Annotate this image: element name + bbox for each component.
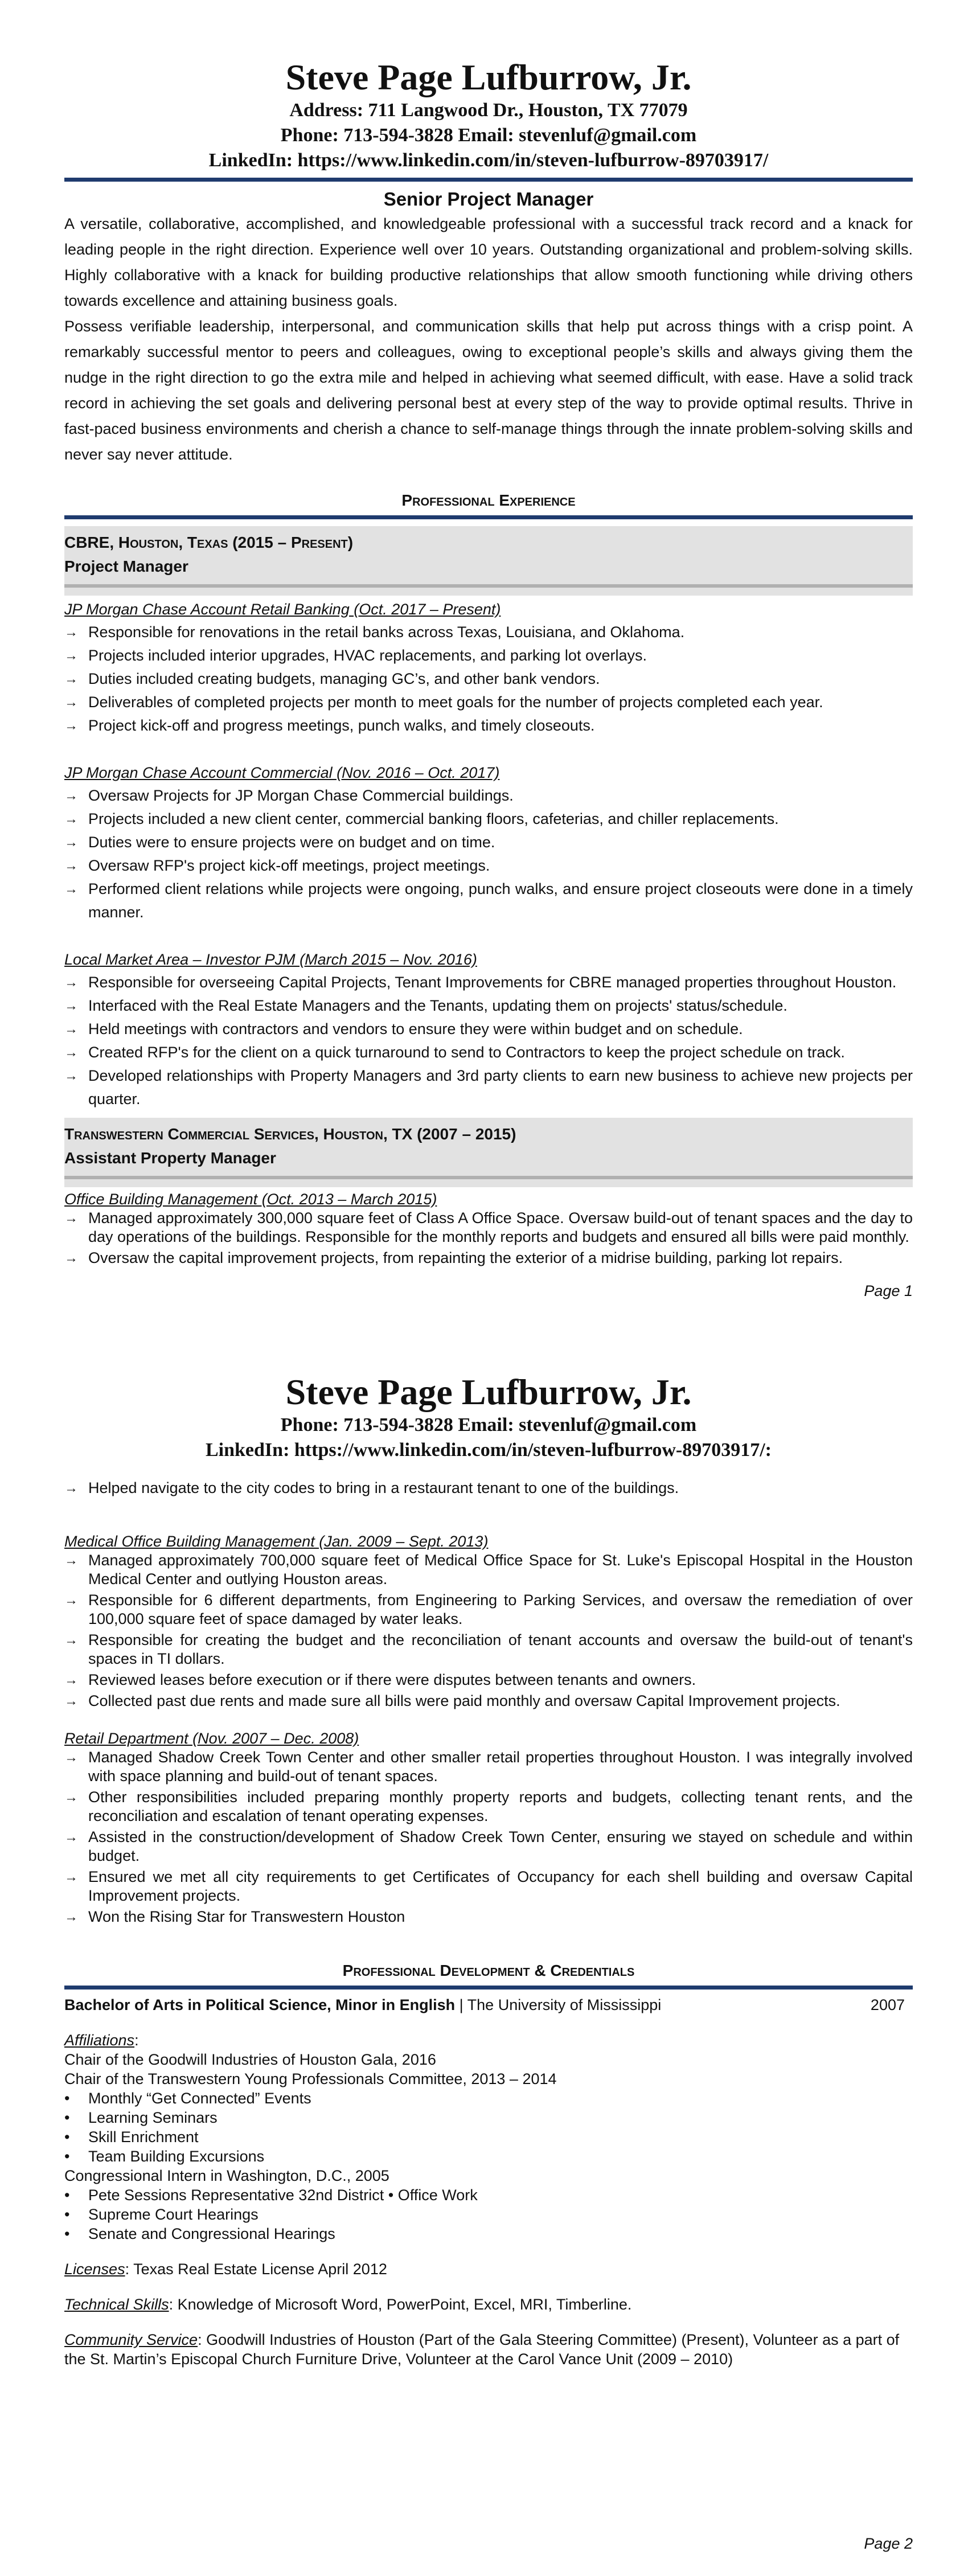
bullet-list [64,1748,913,1926]
page-number: Page 2 [864,2535,913,2552]
arrow-icon: → [64,1909,78,1925]
list-item: → Created RFP's for the client on a quick turnaround to send to Contractors to keep the project schedule on track. [64,1041,913,1064]
linkedin: LinkedIn: https://www.linkedin.com/in/steven-lufburrow-89703917/ [208,150,769,171]
list-item: • Senate and Congressional Hearings [64,2225,335,2242]
candidate-name: Steve Page Lufburrow, Jr. [285,57,692,97]
page-number: Page 1 [864,1282,913,1299]
arrow-icon: → [64,718,78,733]
arrow-icon: → [64,1250,78,1266]
list-item: → Managed approximately 700,000 square feet of Medical Office Space for St. Luke's Episcopal Hospital in the Houston Medical Center and outlying Houston areas. [64,1552,913,1588]
bullet-icon: • [64,2206,70,2223]
section-divider [64,515,913,519]
candidate-name: Steve Page Lufburrow, Jr. [285,1372,692,1412]
arrow-icon: → [64,671,78,687]
bullet-icon: • [64,2090,70,2107]
bullet-list [64,621,913,737]
job-title: Senior Project Manager [383,188,594,210]
list-item: → Oversaw the capital improvement projects, from repainting the exterior of a midrise building, parking lot repairs. [64,1249,843,1266]
licenses-label: Licenses [64,2261,125,2278]
header-divider [64,178,913,182]
list-item: → Won the Rising Star for Transwestern Houston [64,1908,405,1925]
sub-heading: JP Morgan Chase Account Retail Banking (Oct. 2017 – Present) [64,601,501,618]
bullet-list [64,2089,913,2166]
arrow-icon: → [64,788,78,803]
sub-section [64,1189,913,1270]
arrow-icon: → [64,1790,78,1805]
list-item: → Projects included a new client center, commercial banking floors, cafeterias, and chiller replacements. [64,807,913,831]
list-item: • Pete Sessions Representative 32nd District • Office Work [64,2187,478,2204]
affiliation-item: Chair of the Goodwill Industries of Houston Gala, 2016 [64,2051,436,2068]
community-service: Community Service: Goodwill Industries of Houston (Part of the Gala Steering Committee) (Present), Volunteer as a part of the St. Martin’s Episcopal Church Furniture Drive, Volunteer at the Carol Vance Unit (2009 – 2010) [64,2331,900,2368]
list-item: → Assisted in the construction/development of Shadow Creek Town Center, ensuring we stayed on schedule and within budget. [64,1828,913,1864]
phone-email: Phone: 713-594-3828 Email: stevenluf@gmail.com [280,125,697,146]
sub-heading: Office Building Management (Oct. 2013 – March 2015) [64,1191,437,1208]
list-item: → Responsible for 6 different departments, from Engineering to Parking Services, and oversaw the remediation of over 100,000 square feet of space damaged by water leaks. [64,1591,913,1627]
list-item: • Learning Seminars [64,2109,218,2126]
community-label: Community Service [64,2331,198,2348]
bullet-icon: • [64,2109,70,2126]
list-item: → Deliverables of completed projects per month to meet goals for the number of projects completed each year. [64,691,913,714]
phone-email: Phone: 713-594-3828 Email: stevenluf@gmail.com [280,1414,697,1435]
arrow-icon: → [64,1693,78,1709]
arrow-icon: → [64,1045,78,1060]
bullet-icon: • [64,2187,70,2204]
bullet-list [64,1551,913,1711]
job-divider [64,1176,913,1179]
arrow-icon: → [64,1593,78,1608]
sub-section [64,598,913,737]
affiliation-item: Chair of the Transwestern Young Professionals Committee, 2013 – 2014 [64,2070,557,2087]
arrow-icon: → [64,1553,78,1568]
licenses: Licenses: Texas Real Estate License April 2012 [64,2261,387,2278]
list-item: • Skill Enrichment [64,2128,199,2146]
school: The University of Mississippi [467,1996,662,2013]
list-item: → Interfaced with the Real Estate Managers and the Tenants, updating them on projects' status/schedule. [64,994,913,1018]
list-item: → Oversaw Projects for JP Morgan Chase Commercial buildings. [64,784,913,807]
sub-section [64,948,913,1111]
address: Address: 711 Langwood Dr., Houston, TX 77079 [289,100,688,121]
arrow-icon: → [64,811,78,827]
section-divider [64,1986,913,1990]
arrow-icon: → [64,1869,78,1885]
list-item: → Responsible for renovations in the retail banks across Texas, Louisiana, and Oklahoma. [64,621,913,644]
bullet-list [64,784,913,924]
role: Assistant Property Manager [64,1149,276,1167]
arrow-icon: → [64,1632,78,1648]
arrow-icon: → [64,1672,78,1688]
arrow-icon: → [64,648,78,663]
list-item: → Project kick-off and progress meetings, punch walks, and timely closeouts. [64,714,913,737]
company: Transwestern Commercial Services, Houston, TX (2007 – 2015) [64,1125,516,1143]
job-header-cbre [64,526,913,596]
bullet-list [64,1479,913,1498]
job-header-transwestern [64,1118,913,1187]
list-item: • Monthly “Get Connected” Events [64,2090,311,2107]
summary-paragraph: Possess verifiable leadership, interpersonal, and communication skills that help put across things with a crisp point. A remarkably successful mentor to peers and colleagues, owing to exceptional people’s skills and always giving them the nudge in the right direction to go the extra mile and helped in achieving what seemed difficult, with ease. Have a solid track record in achieving the set goals and delivering personal best at every step of the way to provide optimal results. Thrive in fast-paced business environments and cherish a chance to self-manage things through the innate problem-solving skills and never say never attitude. [64,318,913,463]
sub-heading: Retail Department (Nov. 2007 – Dec. 2008) [64,1730,359,1747]
summary-paragraph: A versatile, collaborative, accomplished, and knowledgeable professional with a successful track record and a knack for leading people in the right direction. Experience well over 10 years. Outstanding organizational and problem-solving skills. Highly collaborative with a knack for building productive relationships that allow smooth functioning while driving others towards excellence and attaining business goals. [64,215,913,309]
summary [64,211,913,467]
company: CBRE, Houston, Texas (2015 – Present) [64,534,354,551]
arrow-icon: → [64,625,78,640]
bullet-list [64,1209,913,1268]
list-item: → Ensured we met all city requirements to get Certificates of Occupancy for each shell building and oversaw Capital Improvement projects. [64,1868,913,1904]
arrow-icon: → [64,881,78,897]
arrow-icon: → [64,975,78,990]
section-heading-experience: Professional Experience [401,491,576,509]
sub-section-continued [64,1479,913,1500]
sub-section [64,1729,913,1929]
arrow-icon: → [64,835,78,850]
bullet-icon: • [64,2128,70,2146]
list-item: → Managed Shadow Creek Town Center and other smaller retail properties throughout Houston. I was integrally involved with space planning and build-out of tenant spaces. [64,1749,913,1785]
bullet-list [64,2185,913,2243]
section-heading-credentials: Professional Development & Credentials [342,1962,635,1979]
sub-section [64,1532,913,1713]
sub-section [64,761,913,924]
role: Project Manager [64,557,188,575]
list-item: • Team Building Excursions [64,2148,265,2165]
sub-heading: Local Market Area – Investor PJM (March 2015 – Nov. 2016) [64,951,477,968]
resume-header [64,57,913,173]
sub-heading: Medical Office Building Management (Jan. 2009 – Sept. 2013) [64,1533,489,1550]
list-item: → Reviewed leases before execution or if there were disputes between tenants and owners. [64,1671,696,1688]
list-item: → Performed client relations while projects were ongoing, punch walks, and ensure project closeouts were done in a timely manner. [64,877,913,924]
job-divider [64,584,913,588]
arrow-icon: → [64,1480,78,1496]
education [64,1995,913,2015]
affiliations-label: Affiliations [64,2032,135,2049]
list-item: → Held meetings with contractors and vendors to ensure they were within budget and on schedule. [64,1018,913,1041]
arrow-icon: → [64,1750,78,1765]
arrow-icon: → [64,998,78,1014]
arrow-icon: → [64,695,78,710]
separator: | [455,1996,467,2013]
list-item: → Helped navigate to the city codes to bring in a restaurant tenant to one of the buildings. [64,1479,679,1496]
list-item: → Managed approximately 300,000 square feet of Class A Office Space. Oversaw build-out of tenant spaces and the day to day operations of the buildings. Responsible for the monthly reports and budgets and ensured all bills were paid monthly. [64,1209,913,1245]
technical-skills: Technical Skills: Knowledge of Microsoft Word, PowerPoint, Excel, MRI, Timberline. [64,2296,632,2313]
bullet-icon: • [64,2225,70,2242]
list-item: → Other responsibilities included preparing monthly property reports and budgets, collecting tenant rents, and the reconciliation and escalation of tenant operating expenses. [64,1789,913,1824]
linkedin: LinkedIn: https://www.linkedin.com/in/steven-lufburrow-89703917/: [205,1439,772,1461]
degree: Bachelor of Arts in Political Science, Minor in English [64,1996,456,2013]
bullet-list [64,971,913,1111]
list-item: → Duties were to ensure projects were on budget and on time. [64,831,913,854]
list-item: → Duties included creating budgets, managing GC’s, and other bank vendors. [64,667,913,691]
arrow-icon: → [64,1211,78,1226]
list-item: • Supreme Court Hearings [64,2206,259,2223]
list-item: → Projects included interior upgrades, HVAC replacements, and parking lot overlays. [64,644,913,667]
affiliations: Affiliations: Chair of the Goodwill Industries of Houston Gala, 2016 Chair of the Transwestern Young Professionals Committee, 2013 – 2014 • Monthly “Get Connected” Events • Learning Seminars • Skill Enrichment • Team Building Excursions Congressional Intern in Washington, D.C., 2005 • Pete Sessions Representative 32nd District • Office Work • Supreme Court Hearings • Senate and Congressional Hearings [64,2031,913,2243]
arrow-icon: → [64,1830,78,1845]
resume-header-page2 [64,1372,913,1463]
list-item: → Developed relationships with Property Managers and 3rd party clients to earn new business to achieve new projects per quarter. [64,1064,913,1111]
arrow-icon: → [64,1022,78,1037]
list-item: → Oversaw RFP's project kick-off meetings, project meetings. [64,854,913,877]
list-item: → Responsible for overseeing Capital Projects, Tenant Improvements for CBRE managed properties throughout Houston. [64,971,913,994]
page-2 [0,1323,968,2576]
arrow-icon: → [64,858,78,873]
list-item: → Responsible for creating the budget and the reconciliation of tenant accounts and oversaw the build-out of tenant's spaces in TI dollars. [64,1631,913,1667]
bullet-icon: • [64,2148,70,2165]
arrow-icon: → [64,1068,78,1084]
graduation-year: 2007 [870,1996,905,2013]
list-item: → Collected past due rents and made sure all bills were paid monthly and oversaw Capital Improvement projects. [64,1692,840,1709]
sub-heading: JP Morgan Chase Account Commercial (Nov. 2016 – Oct. 2017) [64,764,500,781]
affiliation-item: Congressional Intern in Washington, D.C., 2005 [64,2167,389,2184]
skills-label: Technical Skills [64,2296,169,2313]
